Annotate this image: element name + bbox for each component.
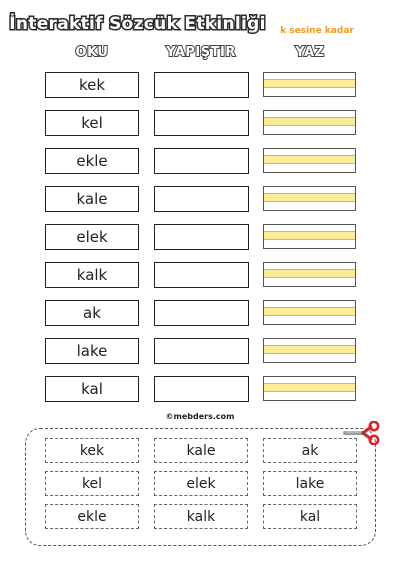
read-word-kale: kale <box>45 186 139 212</box>
worksheet-title: İnteraktif Sözcük Etkinliği <box>9 14 266 34</box>
write-line-6[interactable] <box>263 262 356 287</box>
read-word-kal: kal <box>45 376 139 402</box>
paste-slot-1[interactable] <box>154 72 249 98</box>
read-word-kel: kel <box>45 110 139 136</box>
write-line-2[interactable] <box>263 110 356 135</box>
write-line-1[interactable] <box>263 72 356 97</box>
cut-card-kel[interactable]: kel <box>45 471 139 496</box>
column-header-write: YAZ <box>295 45 325 60</box>
cut-card-kale[interactable]: kale <box>154 438 248 463</box>
cut-card-kek[interactable]: kek <box>45 438 139 463</box>
write-guide-band <box>264 269 355 278</box>
paste-slot-5[interactable] <box>154 224 249 250</box>
write-line-7[interactable] <box>263 300 356 325</box>
write-line-3[interactable] <box>263 148 356 173</box>
paste-slot-6[interactable] <box>154 262 249 288</box>
cut-card-elek[interactable]: elek <box>154 471 248 496</box>
paste-slot-8[interactable] <box>154 338 249 364</box>
write-line-4[interactable] <box>263 186 356 211</box>
paste-slot-9[interactable] <box>154 376 249 402</box>
read-word-ekle: ekle <box>45 148 139 174</box>
site-credit: ©mebders.com <box>165 412 235 421</box>
write-guide-band <box>264 155 355 164</box>
write-guide-band <box>264 231 355 240</box>
read-word-ak: ak <box>45 300 139 326</box>
cut-card-ak[interactable]: ak <box>263 438 357 463</box>
write-guide-band <box>264 345 355 354</box>
write-line-8[interactable] <box>263 338 356 363</box>
write-guide-band <box>264 383 355 392</box>
read-word-kek: kek <box>45 72 139 98</box>
column-header-read: OKU <box>75 45 109 60</box>
column-header-paste: YAPIŞTIR <box>166 45 236 60</box>
read-word-lake: lake <box>45 338 139 364</box>
paste-slot-7[interactable] <box>154 300 249 326</box>
paste-slot-2[interactable] <box>154 110 249 136</box>
cut-card-ekle[interactable]: ekle <box>45 504 139 529</box>
cut-card-lake[interactable]: lake <box>263 471 357 496</box>
write-guide-band <box>264 79 355 88</box>
paste-slot-4[interactable] <box>154 186 249 212</box>
write-guide-band <box>264 193 355 202</box>
cut-card-kal[interactable]: kal <box>263 504 357 529</box>
write-line-9[interactable] <box>263 376 356 401</box>
write-guide-band <box>264 117 355 126</box>
write-guide-band <box>264 307 355 316</box>
read-word-kalk: kalk <box>45 262 139 288</box>
paste-slot-3[interactable] <box>154 148 249 174</box>
worksheet-subtitle: k sesine kadar <box>280 26 354 36</box>
read-word-elek: elek <box>45 224 139 250</box>
write-line-5[interactable] <box>263 224 356 249</box>
cut-card-kalk[interactable]: kalk <box>154 504 248 529</box>
